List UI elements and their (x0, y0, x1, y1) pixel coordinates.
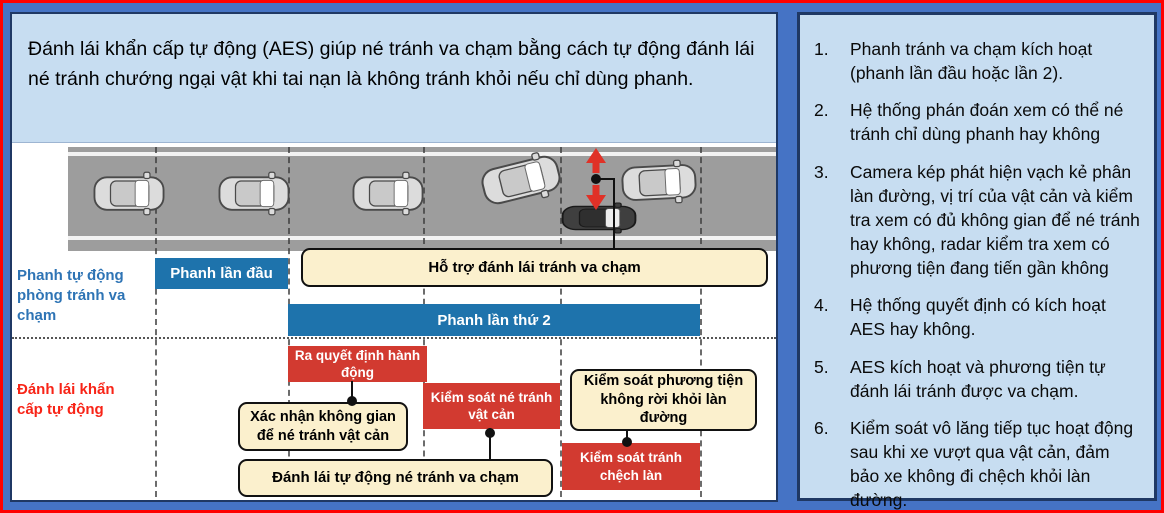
step-number: 3. (814, 161, 829, 182)
road-edge-line-bottom (68, 236, 776, 240)
bar-first-brake (155, 258, 288, 289)
box-confirm-space-label: Xác nhận không gian để né tránh vật cản (250, 408, 396, 444)
box-steer-assist-label: Hỗ trợ đánh lái tránh va chạm (428, 258, 641, 276)
steps-panel (797, 12, 1157, 511)
box-confirm-space (238, 402, 408, 451)
step-item-6 (814, 416, 1142, 513)
step-number: 4. (814, 295, 829, 316)
step-text: Hệ thống quyết định có kích hoạt AES hay không. (850, 295, 1106, 340)
step-item-5 (814, 355, 1142, 403)
box-auto-steer-label: Đánh lái tự động né tránh va chạm (272, 469, 519, 487)
dashed-timeline-5 (700, 147, 702, 497)
box-keep-lane (570, 369, 757, 431)
step-item-1 (814, 37, 1142, 85)
connector-dot (591, 174, 601, 184)
box-decide-action-label: Ra quyết định hành động (294, 347, 421, 380)
step-text: Kiểm soát vô lăng tiếp tục hoạt động sau khi xe vượt qua vật cản, đảm bảo xe không đi chệch khỏi làn đường. (850, 417, 1134, 511)
step-number: 5. (814, 356, 829, 377)
box-keep-lane-label: Kiểm soát phương tiện không rời khỏi làn đường (583, 372, 744, 427)
step-item-4 (814, 293, 1142, 341)
step-number: 1. (814, 39, 829, 59)
bar-second-brake (288, 304, 700, 336)
car-icon (92, 171, 166, 216)
intro-text: Đánh lái khẩn cấp tự động (AES) giúp né tránh va chạm bằng cách tự động đánh lái né tránh chướng ngại vật khi tai nạn là không tránh khỏi nếu chỉ dùng phanh. (28, 38, 755, 91)
box-decide-action (288, 346, 427, 382)
box-steer-assist (301, 248, 768, 287)
step-text: Hệ thống phán đoán xem có thể né tránh chỉ dùng phanh hay không (850, 100, 1124, 145)
car-icon (217, 171, 291, 216)
left-panel (10, 12, 778, 502)
box-antidrift-control (562, 443, 700, 490)
timeline-diagram (12, 144, 776, 500)
bar-second-brake-label: Phanh lần thứ 2 (437, 311, 551, 329)
section-label-auto-brake: Phanh tự động phòng tránh va chạm (17, 267, 126, 324)
box-avoid-control-label: Kiểm soát né tránh vật cản (430, 389, 553, 422)
step-item-2 (814, 98, 1142, 146)
car-icon (351, 171, 425, 216)
box-antidrift-control-label: Kiểm soát tránh chệch làn (579, 450, 683, 483)
step-number: 2. (814, 100, 829, 121)
box-avoid-control (423, 383, 560, 429)
step-number: 6. (814, 417, 829, 438)
connector-dot (347, 396, 357, 406)
section-label-aes: Đánh lái khẩn cấp tự động (17, 381, 115, 418)
section-divider-line (12, 337, 776, 339)
car-icon (619, 158, 699, 207)
road-edge-line-top (68, 152, 776, 156)
bar-first-brake-label: Phanh lần đầu (170, 265, 273, 282)
road-connector-line-v (613, 178, 615, 250)
step-item-3 (814, 160, 1142, 281)
step-text: Phanh tránh va chạm kích hoạt (phanh lần đầu hoặc lần 2). (850, 39, 1093, 84)
box-auto-steer (238, 459, 553, 497)
connector-dot (485, 428, 495, 438)
step-text: Camera kép phát hiện vạch kẻ phân làn đường, vị trí của vật cản và kiểm tra xem có đủ không gian để né tránh hay không, radar kiểm tra xem có phương tiện đang tiến gần không (850, 161, 1140, 279)
connector-dot (622, 437, 632, 447)
step-text: AES kích hoạt và phương tiện tự đánh lái tránh được va chạm. (850, 356, 1106, 401)
intro-text-box (12, 14, 776, 143)
